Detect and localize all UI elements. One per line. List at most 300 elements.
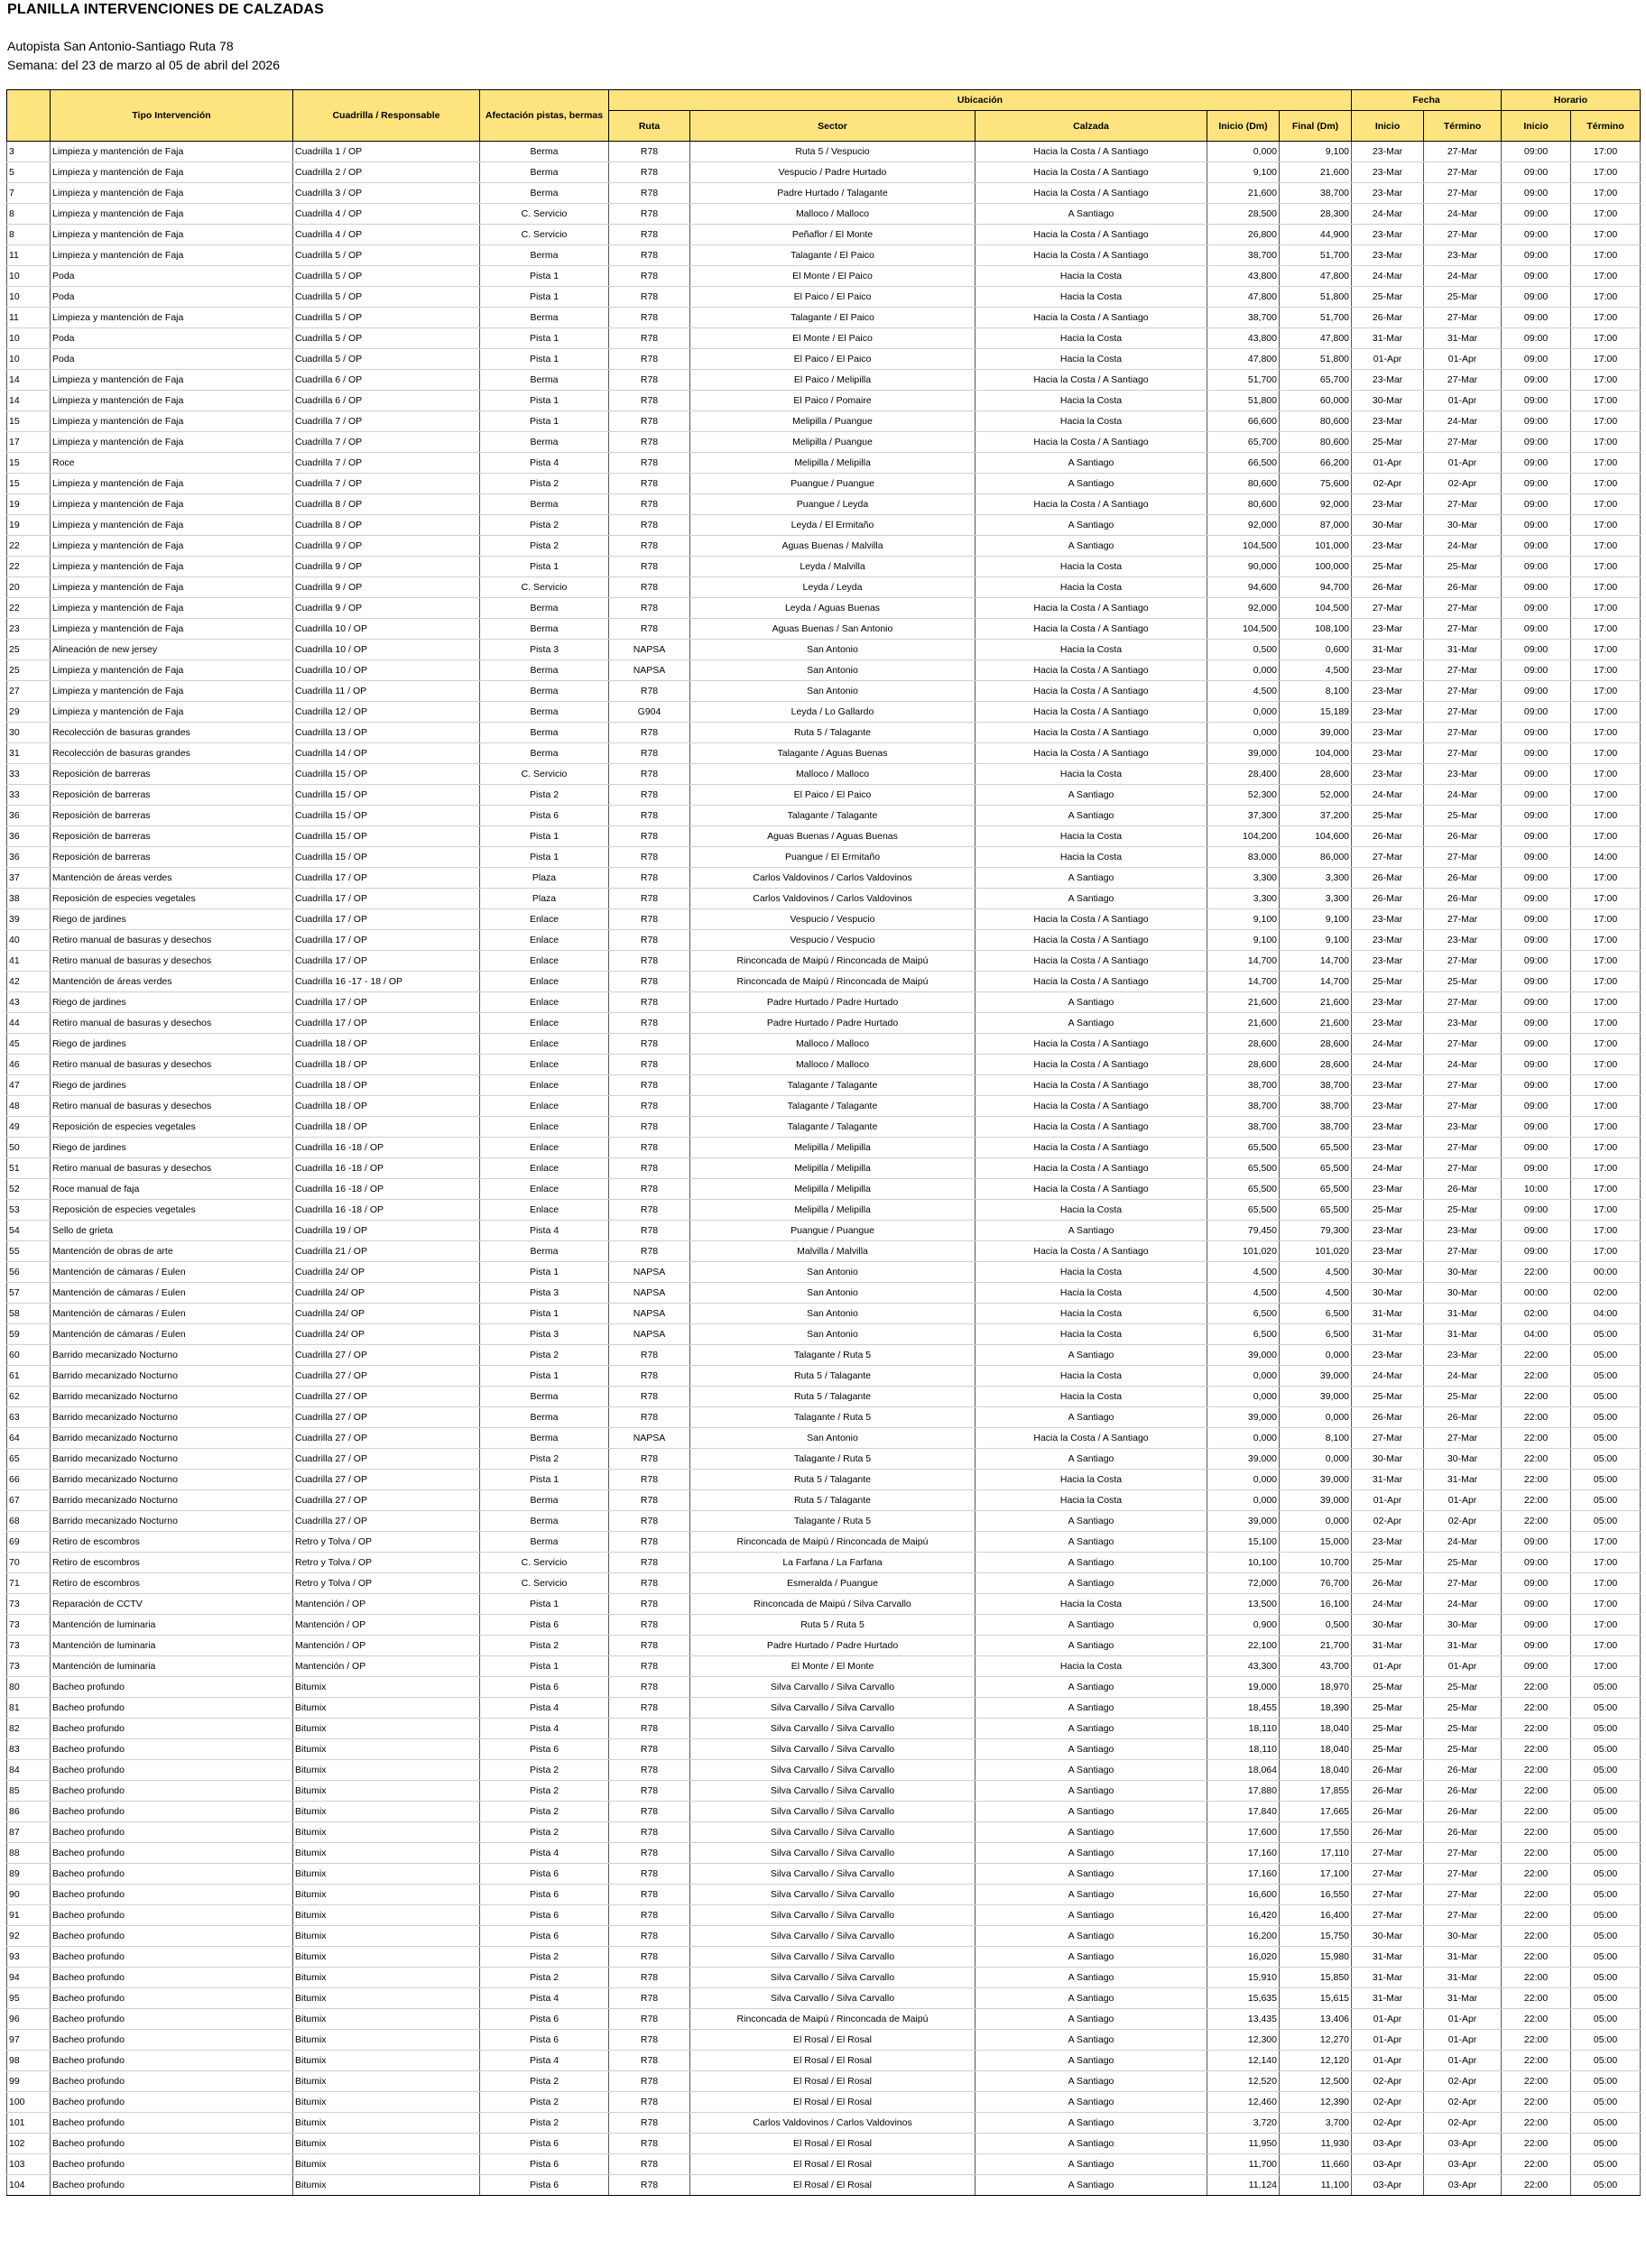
row-cuadrilla: Cuadrilla 7 / OP — [293, 432, 480, 453]
table-row — [7, 1096, 1641, 1117]
row-tipo: Bacheo profundo — [51, 2030, 293, 2051]
row-hora-termino: 05:00 — [1571, 1490, 1641, 1511]
table-row — [7, 598, 1641, 619]
row-fecha-termino: 27-Mar — [1424, 598, 1502, 619]
row-afectacion: Pista 1 — [480, 826, 609, 847]
row-calzada: Hacia la Costa — [976, 1324, 1207, 1345]
row-afectacion: Pista 4 — [480, 1843, 609, 1864]
row-cuadrilla: Cuadrilla 9 / OP — [293, 557, 480, 577]
row-hora-inicio: 09:00 — [1502, 1656, 1571, 1677]
row-ruta: R78 — [609, 308, 690, 328]
row-calzada: A Santiago — [976, 1885, 1207, 1905]
row-cuadrilla: Bitumix — [293, 2113, 480, 2134]
row-final-dm: 79,300 — [1280, 1221, 1352, 1241]
row-fecha-inicio: 25-Mar — [1352, 1387, 1424, 1407]
table-row — [7, 287, 1641, 308]
row-fecha-termino: 02-Apr — [1424, 1511, 1502, 1532]
row-hora-inicio: 09:00 — [1502, 640, 1571, 660]
row-hora-termino: 05:00 — [1571, 1366, 1641, 1387]
table-row — [7, 2175, 1641, 2196]
row-fecha-inicio: 23-Mar — [1352, 723, 1424, 743]
table-row — [7, 1947, 1641, 1968]
row-fecha-inicio: 30-Mar — [1352, 1283, 1424, 1304]
row-hora-inicio: 09:00 — [1502, 1117, 1571, 1138]
row-ruta: R78 — [609, 619, 690, 640]
row-inicio-dm: 92,000 — [1207, 598, 1280, 619]
row-id: 89 — [7, 1864, 51, 1885]
row-calzada: A Santiago — [976, 1221, 1207, 1241]
row-fecha-termino: 23-Mar — [1424, 1221, 1502, 1241]
row-inicio-dm: 12,140 — [1207, 2051, 1280, 2071]
row-ruta: G904 — [609, 702, 690, 723]
row-sector: Talagante / El Paico — [690, 245, 976, 266]
row-calzada: A Santiago — [976, 868, 1207, 889]
row-tipo: Bacheo profundo — [51, 1947, 293, 1968]
row-sector: Rinconcada de Maipú / Rinconcada de Maipú — [690, 972, 976, 992]
row-fecha-inicio: 01-Apr — [1352, 1490, 1424, 1511]
row-inicio-dm: 43,300 — [1207, 1656, 1280, 1677]
table-row — [7, 515, 1641, 536]
row-hora-termino: 05:00 — [1571, 1677, 1641, 1698]
row-tipo: Bacheo profundo — [51, 2134, 293, 2154]
row-ruta: R78 — [609, 391, 690, 411]
row-afectacion: Enlace — [480, 972, 609, 992]
row-cuadrilla: Cuadrilla 18 / OP — [293, 1055, 480, 1075]
row-id: 39 — [7, 909, 51, 930]
row-fecha-termino: 24-Mar — [1424, 1532, 1502, 1553]
row-afectacion: Pista 4 — [480, 1698, 609, 1719]
row-afectacion: Berma — [480, 619, 609, 640]
row-tipo: Retiro de escombros — [51, 1532, 293, 1553]
row-sector: San Antonio — [690, 1324, 976, 1345]
row-sector: Talagante / Talagante — [690, 1075, 976, 1096]
row-afectacion: Pista 6 — [480, 2175, 609, 2196]
row-hora-inicio: 09:00 — [1502, 1158, 1571, 1179]
row-id: 41 — [7, 951, 51, 972]
row-tipo: Bacheo profundo — [51, 1864, 293, 1885]
row-final-dm: 15,615 — [1280, 1988, 1352, 2009]
row-hora-inicio: 09:00 — [1502, 515, 1571, 536]
row-hora-termino: 05:00 — [1571, 1822, 1641, 1843]
row-id: 65 — [7, 1449, 51, 1470]
row-calzada: A Santiago — [976, 1449, 1207, 1470]
row-final-dm: 16,100 — [1280, 1594, 1352, 1615]
row-cuadrilla: Cuadrilla 27 / OP — [293, 1449, 480, 1470]
row-sector: Silva Carvallo / Silva Carvallo — [690, 1947, 976, 1968]
row-fecha-inicio: 03-Apr — [1352, 2134, 1424, 2154]
row-fecha-termino: 01-Apr — [1424, 2051, 1502, 2071]
row-fecha-termino: 27-Mar — [1424, 1428, 1502, 1449]
row-afectacion: Berma — [480, 1407, 609, 1428]
row-inicio-dm: 0,000 — [1207, 1387, 1280, 1407]
row-id: 90 — [7, 1885, 51, 1905]
row-cuadrilla: Cuadrilla 9 / OP — [293, 577, 480, 598]
row-tipo: Limpieza y mantención de Faja — [51, 681, 293, 702]
row-calzada: A Santiago — [976, 2154, 1207, 2175]
row-hora-termino: 17:00 — [1571, 225, 1641, 245]
row-id: 71 — [7, 1573, 51, 1594]
row-tipo: Bacheo profundo — [51, 1988, 293, 2009]
row-tipo: Retiro manual de basuras y desechos — [51, 930, 293, 951]
row-id: 92 — [7, 1926, 51, 1947]
row-fecha-inicio: 26-Mar — [1352, 1760, 1424, 1781]
row-sector: Ruta 5 / Talagante — [690, 1387, 976, 1407]
row-cuadrilla: Bitumix — [293, 1947, 480, 1968]
row-inicio-dm: 17,160 — [1207, 1864, 1280, 1885]
row-inicio-dm: 17,840 — [1207, 1802, 1280, 1822]
row-final-dm: 52,000 — [1280, 785, 1352, 806]
row-fecha-termino: 01-Apr — [1424, 453, 1502, 474]
row-fecha-inicio: 27-Mar — [1352, 847, 1424, 868]
row-inicio-dm: 90,000 — [1207, 557, 1280, 577]
row-id: 81 — [7, 1698, 51, 1719]
row-hora-termino: 17:00 — [1571, 723, 1641, 743]
row-fecha-termino: 31-Mar — [1424, 1304, 1502, 1324]
row-calzada: Hacia la Costa / A Santiago — [976, 702, 1207, 723]
table-row — [7, 2092, 1641, 2113]
row-final-dm: 0,000 — [1280, 1449, 1352, 1470]
row-id: 19 — [7, 494, 51, 515]
table-row — [7, 1221, 1641, 1241]
table-row — [7, 1324, 1641, 1345]
row-fecha-termino: 24-Mar — [1424, 411, 1502, 432]
table-row — [7, 868, 1641, 889]
table-row — [7, 1822, 1641, 1843]
row-final-dm: 108,100 — [1280, 619, 1352, 640]
row-cuadrilla: Bitumix — [293, 2175, 480, 2196]
row-calzada: A Santiago — [976, 1573, 1207, 1594]
row-id: 86 — [7, 1802, 51, 1822]
header-fecha-inicio: Inicio — [1352, 111, 1424, 142]
row-cuadrilla: Cuadrilla 14 / OP — [293, 743, 480, 764]
row-inicio-dm: 28,600 — [1207, 1034, 1280, 1055]
row-ruta: R78 — [609, 1864, 690, 1885]
row-sector: Malloco / Malloco — [690, 1034, 976, 1055]
row-hora-termino: 17:00 — [1571, 204, 1641, 225]
table-row — [7, 1698, 1641, 1719]
row-afectacion: Berma — [480, 723, 609, 743]
row-cuadrilla: Bitumix — [293, 1698, 480, 1719]
row-hora-inicio: 09:00 — [1502, 992, 1571, 1013]
row-calzada: Hacia la Costa / A Santiago — [976, 743, 1207, 764]
row-hora-termino: 05:00 — [1571, 2092, 1641, 2113]
row-sector: Puangue / Leyda — [690, 494, 976, 515]
row-fecha-inicio: 27-Mar — [1352, 598, 1424, 619]
row-id: 67 — [7, 1490, 51, 1511]
row-inicio-dm: 13,435 — [1207, 2009, 1280, 2030]
row-inicio-dm: 18,110 — [1207, 1739, 1280, 1760]
row-calzada: Hacia la Costa / A Santiago — [976, 142, 1207, 162]
row-id: 11 — [7, 308, 51, 328]
row-sector: Leyda / Lo Gallardo — [690, 702, 976, 723]
row-fecha-termino: 27-Mar — [1424, 1241, 1502, 1262]
row-final-dm: 101,000 — [1280, 536, 1352, 557]
row-calzada: A Santiago — [976, 2113, 1207, 2134]
row-hora-termino: 17:00 — [1571, 536, 1641, 557]
row-afectacion: Berma — [480, 162, 609, 183]
row-cuadrilla: Bitumix — [293, 1802, 480, 1822]
row-sector: Carlos Valdovinos / Carlos Valdovinos — [690, 889, 976, 909]
row-final-dm: 38,700 — [1280, 183, 1352, 204]
row-inicio-dm: 12,520 — [1207, 2071, 1280, 2092]
table-row — [7, 681, 1641, 702]
row-hora-termino: 17:00 — [1571, 640, 1641, 660]
row-cuadrilla: Cuadrilla 15 / OP — [293, 806, 480, 826]
row-tipo: Reposición de barreras — [51, 764, 293, 785]
row-id: 88 — [7, 1843, 51, 1864]
row-cuadrilla: Cuadrilla 21 / OP — [293, 1241, 480, 1262]
row-inicio-dm: 0,000 — [1207, 1470, 1280, 1490]
row-fecha-inicio: 23-Mar — [1352, 930, 1424, 951]
table-row — [7, 723, 1641, 743]
row-calzada: Hacia la Costa / A Santiago — [976, 930, 1207, 951]
row-id: 80 — [7, 1677, 51, 1698]
row-cuadrilla: Cuadrilla 15 / OP — [293, 826, 480, 847]
row-ruta: R78 — [609, 225, 690, 245]
table-row — [7, 930, 1641, 951]
row-fecha-inicio: 02-Apr — [1352, 2092, 1424, 2113]
row-ruta: R78 — [609, 1179, 690, 1200]
row-calzada: A Santiago — [976, 1968, 1207, 1988]
row-hora-termino: 17:00 — [1571, 619, 1641, 640]
row-afectacion: Berma — [480, 660, 609, 681]
row-fecha-termino: 27-Mar — [1424, 681, 1502, 702]
row-tipo: Limpieza y mantención de Faja — [51, 619, 293, 640]
row-fecha-termino: 27-Mar — [1424, 660, 1502, 681]
row-hora-inicio: 22:00 — [1502, 1843, 1571, 1864]
row-tipo: Reparación de CCTV — [51, 1594, 293, 1615]
row-final-dm: 17,550 — [1280, 1822, 1352, 1843]
row-final-dm: 80,600 — [1280, 411, 1352, 432]
row-tipo: Poda — [51, 349, 293, 370]
header-fecha-termino: Término — [1424, 111, 1502, 142]
row-hora-inicio: 09:00 — [1502, 723, 1571, 743]
row-inicio-dm: 16,600 — [1207, 1885, 1280, 1905]
row-id: 33 — [7, 764, 51, 785]
row-cuadrilla: Bitumix — [293, 1864, 480, 1885]
row-final-dm: 0,500 — [1280, 1615, 1352, 1636]
row-fecha-termino: 01-Apr — [1424, 1490, 1502, 1511]
row-final-dm: 0,000 — [1280, 1407, 1352, 1428]
row-afectacion: Pista 6 — [480, 2134, 609, 2154]
row-fecha-termino: 27-Mar — [1424, 723, 1502, 743]
row-hora-termino: 17:00 — [1571, 806, 1641, 826]
row-inicio-dm: 14,700 — [1207, 972, 1280, 992]
row-inicio-dm: 10,100 — [1207, 1553, 1280, 1573]
row-tipo: Bacheo profundo — [51, 1677, 293, 1698]
row-final-dm: 38,700 — [1280, 1096, 1352, 1117]
row-sector: Talagante / Talagante — [690, 1117, 976, 1138]
row-sector: Talagante / El Paico — [690, 308, 976, 328]
row-fecha-inicio: 01-Apr — [1352, 2030, 1424, 2051]
row-tipo: Poda — [51, 266, 293, 287]
row-ruta: R78 — [609, 598, 690, 619]
table-row — [7, 1387, 1641, 1407]
row-ruta: R78 — [609, 577, 690, 598]
row-final-dm: 21,700 — [1280, 1636, 1352, 1656]
row-tipo: Roce — [51, 453, 293, 474]
row-sector: Carlos Valdovinos / Carlos Valdovinos — [690, 2113, 976, 2134]
row-id: 104 — [7, 2175, 51, 2196]
row-hora-termino: 17:00 — [1571, 474, 1641, 494]
row-final-dm: 15,189 — [1280, 702, 1352, 723]
row-fecha-termino: 30-Mar — [1424, 1926, 1502, 1947]
row-fecha-termino: 31-Mar — [1424, 1988, 1502, 2009]
row-id: 17 — [7, 432, 51, 453]
row-hora-inicio: 09:00 — [1502, 308, 1571, 328]
row-tipo: Retiro manual de basuras y desechos — [51, 951, 293, 972]
row-fecha-inicio: 24-Mar — [1352, 1366, 1424, 1387]
row-sector: Puangue / Puangue — [690, 474, 976, 494]
row-calzada: A Santiago — [976, 992, 1207, 1013]
row-tipo: Barrido mecanizado Nocturno — [51, 1511, 293, 1532]
table-row — [7, 183, 1641, 204]
row-cuadrilla: Cuadrilla 27 / OP — [293, 1428, 480, 1449]
row-afectacion: C. Servicio — [480, 1553, 609, 1573]
row-inicio-dm: 9,100 — [1207, 162, 1280, 183]
row-afectacion: Pista 1 — [480, 328, 609, 349]
row-cuadrilla: Cuadrilla 18 / OP — [293, 1117, 480, 1138]
row-sector: Padre Hurtado / Padre Hurtado — [690, 1013, 976, 1034]
row-fecha-inicio: 23-Mar — [1352, 494, 1424, 515]
row-hora-inicio: 09:00 — [1502, 826, 1571, 847]
row-afectacion: Berma — [480, 370, 609, 391]
row-ruta: R78 — [609, 1345, 690, 1366]
row-calzada: Hacia la Costa / A Santiago — [976, 972, 1207, 992]
row-sector: Padre Hurtado / Padre Hurtado — [690, 1636, 976, 1656]
table-row — [7, 266, 1641, 287]
header-final-dm: Final (Dm) — [1280, 111, 1352, 142]
row-id: 31 — [7, 743, 51, 764]
row-id: 27 — [7, 681, 51, 702]
row-calzada: A Santiago — [976, 1407, 1207, 1428]
row-cuadrilla: Cuadrilla 13 / OP — [293, 723, 480, 743]
table-row — [7, 1449, 1641, 1470]
row-fecha-termino: 01-Apr — [1424, 391, 1502, 411]
row-afectacion: C. Servicio — [480, 204, 609, 225]
row-sector: Melipilla / Melipilla — [690, 1138, 976, 1158]
row-ruta: R78 — [609, 1096, 690, 1117]
row-afectacion: Pista 2 — [480, 1345, 609, 1366]
row-cuadrilla: Cuadrilla 1 / OP — [293, 142, 480, 162]
row-cuadrilla: Bitumix — [293, 1739, 480, 1760]
table-row — [7, 1283, 1641, 1304]
row-sector: San Antonio — [690, 1262, 976, 1283]
row-id: 10 — [7, 328, 51, 349]
row-id: 33 — [7, 785, 51, 806]
row-calzada: A Santiago — [976, 1843, 1207, 1864]
row-tipo: Reposición de especies vegetales — [51, 889, 293, 909]
row-fecha-inicio: 26-Mar — [1352, 308, 1424, 328]
row-afectacion: Pista 1 — [480, 411, 609, 432]
row-ruta: R78 — [609, 2113, 690, 2134]
row-fecha-termino: 26-Mar — [1424, 826, 1502, 847]
row-id: 37 — [7, 868, 51, 889]
row-sector: Silva Carvallo / Silva Carvallo — [690, 1739, 976, 1760]
table-row — [7, 1656, 1641, 1677]
table-row — [7, 1532, 1641, 1553]
row-cuadrilla: Cuadrilla 15 / OP — [293, 764, 480, 785]
row-inicio-dm: 17,600 — [1207, 1822, 1280, 1843]
row-final-dm: 94,700 — [1280, 577, 1352, 598]
table-row — [7, 453, 1641, 474]
row-calzada: A Santiago — [976, 2134, 1207, 2154]
row-hora-inicio: 22:00 — [1502, 2071, 1571, 2092]
row-fecha-inicio: 31-Mar — [1352, 1947, 1424, 1968]
row-final-dm: 8,100 — [1280, 681, 1352, 702]
row-calzada: A Santiago — [976, 1013, 1207, 1034]
row-cuadrilla: Bitumix — [293, 2071, 480, 2092]
row-afectacion: Pista 4 — [480, 1988, 609, 2009]
row-id: 95 — [7, 1988, 51, 2009]
row-sector: Ruta 5 / Vespucio — [690, 142, 976, 162]
row-tipo: Limpieza y mantención de Faja — [51, 557, 293, 577]
row-inicio-dm: 43,800 — [1207, 266, 1280, 287]
row-fecha-termino: 23-Mar — [1424, 1117, 1502, 1138]
row-sector: El Monte / El Monte — [690, 1656, 976, 1677]
row-calzada: A Santiago — [976, 1677, 1207, 1698]
row-calzada: Hacia la Costa — [976, 1470, 1207, 1490]
table-row — [7, 411, 1641, 432]
row-inicio-dm: 22,100 — [1207, 1636, 1280, 1656]
row-cuadrilla: Cuadrilla 9 / OP — [293, 536, 480, 557]
row-fecha-inicio: 27-Mar — [1352, 1905, 1424, 1926]
header-id — [7, 90, 51, 142]
row-final-dm: 17,855 — [1280, 1781, 1352, 1802]
row-fecha-termino: 03-Apr — [1424, 2175, 1502, 2196]
row-fecha-inicio: 02-Apr — [1352, 2113, 1424, 2134]
row-hora-termino: 17:00 — [1571, 702, 1641, 723]
table-row — [7, 2051, 1641, 2071]
row-cuadrilla: Cuadrilla 15 / OP — [293, 785, 480, 806]
header-tipo: Tipo Intervención — [51, 90, 293, 142]
row-cuadrilla: Cuadrilla 3 / OP — [293, 183, 480, 204]
row-tipo: Mantención de cámaras / Eulen — [51, 1262, 293, 1283]
row-ruta: R78 — [609, 1781, 690, 1802]
row-sector: Peñaflor / El Monte — [690, 225, 976, 245]
row-final-dm: 86,000 — [1280, 847, 1352, 868]
row-ruta: R78 — [609, 743, 690, 764]
row-id: 14 — [7, 370, 51, 391]
row-id: 73 — [7, 1656, 51, 1677]
row-calzada: Hacia la Costa — [976, 1594, 1207, 1615]
row-fecha-termino: 03-Apr — [1424, 2134, 1502, 2154]
row-calzada: A Santiago — [976, 204, 1207, 225]
row-cuadrilla: Cuadrilla 5 / OP — [293, 287, 480, 308]
row-fecha-inicio: 23-Mar — [1352, 743, 1424, 764]
row-hora-termino: 17:00 — [1571, 370, 1641, 391]
row-hora-termino: 17:00 — [1571, 266, 1641, 287]
row-fecha-inicio: 23-Mar — [1352, 1532, 1424, 1553]
header-hora-termino: Término — [1571, 111, 1641, 142]
row-ruta: R78 — [609, 536, 690, 557]
row-fecha-termino: 27-Mar — [1424, 847, 1502, 868]
row-final-dm: 92,000 — [1280, 494, 1352, 515]
row-fecha-inicio: 03-Apr — [1352, 2175, 1424, 2196]
row-afectacion: C. Servicio — [480, 764, 609, 785]
row-afectacion: Pista 2 — [480, 2092, 609, 2113]
row-calzada: Hacia la Costa / A Santiago — [976, 1428, 1207, 1449]
row-fecha-inicio: 23-Mar — [1352, 370, 1424, 391]
row-cuadrilla: Cuadrilla 18 / OP — [293, 1075, 480, 1096]
row-hora-termino: 17:00 — [1571, 411, 1641, 432]
row-tipo: Bacheo profundo — [51, 1719, 293, 1739]
row-calzada: Hacia la Costa — [976, 349, 1207, 370]
row-id: 58 — [7, 1304, 51, 1324]
row-hora-inicio: 09:00 — [1502, 785, 1571, 806]
table-row — [7, 1200, 1641, 1221]
row-hora-termino: 17:00 — [1571, 1096, 1641, 1117]
